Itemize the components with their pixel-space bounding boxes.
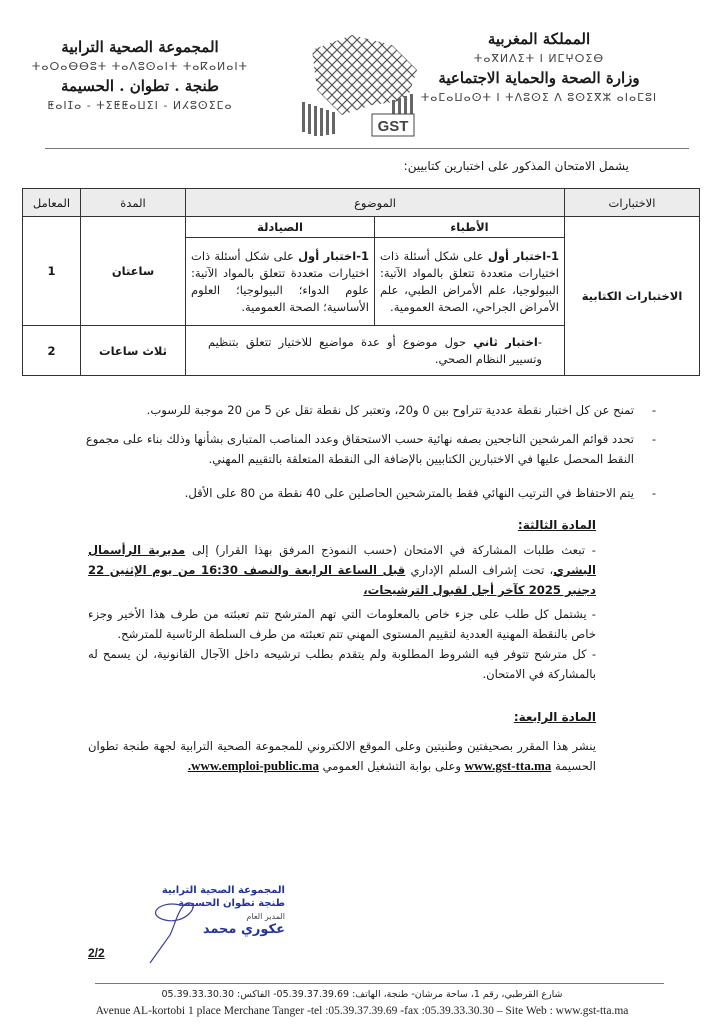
subhead-doctors: الأطباء <box>375 217 565 238</box>
article-3-heading: المادة الثالثة: <box>517 518 596 532</box>
gst-logo <box>292 30 432 145</box>
rule-item: - تمنح عن كل اختبار نقطة عددية تتراوح بين 0 و20، وتعتبر كل نقطة تقل عن 5 من 20 موجبة للرسوب. <box>84 400 634 420</box>
article-3-p1: - تبعث طلبات المشاركة في الامتحان (حسب النموذج المرفق بهذا القرار) إلى مديرية الرأسمال البشري، تحت إشراف السلم الإداري قبل الساعة الرابعة والنصف 16:30 من يوم الإثنين 22 دجنبر 2025 كآخر أجل لقبول الترشيحات، <box>88 543 596 597</box>
emploi-public-link[interactable]: www.emploi-public.ma. <box>187 758 319 773</box>
article-4-heading: المادة الرابعة: <box>513 710 596 724</box>
rule-item: - تحدد قوائم المرشحين الناجحين بصفه نهائية حسب الاستحقاق وعدد المناصب المتبارى بشأنها وذلك بناء على مجموع النقط المحصل عليها في الاختبارين الكتابيين بالإضافة الى النقطة المتعلقة بالتقييم المهني. <box>84 429 634 469</box>
gst-website-link[interactable]: www.gst-tta.ma <box>464 758 552 773</box>
row2-coefficient: 2 <box>23 326 81 376</box>
signature-stamp: المجموعة الصحية الترابية طنجة تطوان الحسيمة المدير العام عكوري محمد <box>161 885 285 937</box>
group-tifinagh: ⵜⴰⵔⴰⴱⴱⵓⵜ ⵜⴰⴷⵓⵙⴰⵏⵜ ⵜⴰⴽⴰⵍⴰⵏⵜ <box>31 60 249 73</box>
region-tifinagh: ⵟⴰⵏⵊⴰ - ⵜⵉⵟⵟⴰⵡⵉⵏ - ⵍⵃⵓⵙⵉⵎⴰ <box>47 99 233 112</box>
article-4-p1: ينشر هذا المقرر بصحيفتين وطنيتين وعلى الموقع الالكتروني للمجموعة الصحية الترابية لجهة طنجة تطوان الحسيمة www.gst-tta.ma وعلى بوابة التشغيل العمومي www.emploi-public.ma. <box>88 739 596 773</box>
header-left <box>30 38 250 116</box>
article-4 <box>88 710 596 776</box>
row2-duration: ثلاث ساعات <box>81 326 186 376</box>
row1-doctors: 1-اختبار أول على شكل أسئلة ذات اختيارات متعددة تتعلق بالمواد الآتية: البيولوجيا، علم الأمراض الطبي، علم الأمراض الجراحي، الصحة العمومية. <box>375 238 565 326</box>
ministry-tifinagh: ⵜⴰⵎⴰⵡⴰⵙⵜ ⵏ ⵜⴷⵓⵙⵉ ⴷ ⵓⵙⵉⴳⵣ ⴰⵏⴰⵎⵓⵏ <box>420 91 658 104</box>
col-coefficient: المعامل <box>23 189 81 217</box>
intro-text: يشمل الامتحان المذكور على اختبارين كتابيين: <box>403 159 629 173</box>
row1-coefficient: 1 <box>23 217 81 326</box>
article-3-p2: - يشتمل كل طلب على جزء خاص بالمعلومات التي تهم المترشح تتم تعبئته من طرف هذا الأخير وجزء خاص بالنقطة المهنية العددية لتقييم المستوى المهني تتم تعبئته من طرف السلطة الرئاسية للمترشح. <box>88 607 596 641</box>
col-duration: المدة <box>81 189 186 217</box>
footer-french: Avenue AL-kortobi 1 place Merchane Tanger -tel :05.39.37.39.69 -fax :05.39.33.30.30 – Site Web : www.gst-tta.ma <box>95 1005 629 1017</box>
logo-text: GST <box>377 118 409 135</box>
subhead-pharmacists: الصيادلة <box>186 217 375 238</box>
header-right <box>414 30 664 108</box>
col-subject: الموضوع <box>186 189 565 217</box>
footer-arabic: شارع القرطبي، رقم 1، ساحة مرشان- طنجة، الهاتف: 05.39.37.39.69- الفاكس: 05.39.33.30.30 <box>161 989 563 1000</box>
footer-divider <box>95 983 664 984</box>
row1-pharmacists: 1-اختبار أول على شكل أسئلة ذات اختيارات متعددة تتعلق بالمواد الآتية: علوم الدواء؛ البيولوجيا؛ العلوم الأساسية؛ الصحة العمومية. <box>186 238 375 326</box>
ministry-name: وزارة الصحة والحماية الاجتماعية <box>438 69 640 87</box>
col-tests: الاختبارات <box>565 189 700 217</box>
kingdom-tifinagh: ⵜⴰⴳⵍⴷⵉⵜ ⵏ ⵍⵎⵖⵔⵉⴱ <box>473 52 605 65</box>
row2-subject: -اختبار ثاني حول موضوع أو عدة مواضيع للاختيار تتعلق بتنظيم وتسيير النظام الصحي. <box>186 326 565 376</box>
group-name: المجموعة الصحية الترابية <box>61 38 219 56</box>
kingdom-name: المملكة المغربية <box>487 30 591 48</box>
rule-item: - يتم الاحتفاظ في الترتيب النهائي فقط بالمترشحين الحاصلين على 40 نقطة من 80 على الأقل. <box>84 483 634 503</box>
grading-rules <box>84 400 634 512</box>
header-divider <box>45 148 689 149</box>
article-3-p3: - كل مترشح تتوفر فيه الشروط المطلوبة ولم يتقدم بطلب ترشيحه داخل الآجال القانونية، لن يسمح له بالمشاركة في الامتحان. <box>88 647 596 681</box>
exam-table <box>22 188 700 376</box>
row-label-written: الاختبارات الكتابية <box>565 217 700 376</box>
handwritten-signature <box>140 895 220 965</box>
page-number: 2/2 <box>88 946 105 960</box>
article-3 <box>88 518 596 684</box>
row1-duration: ساعتان <box>81 217 186 326</box>
region-name: طنجة . تطوان . الحسيمة <box>61 77 219 95</box>
